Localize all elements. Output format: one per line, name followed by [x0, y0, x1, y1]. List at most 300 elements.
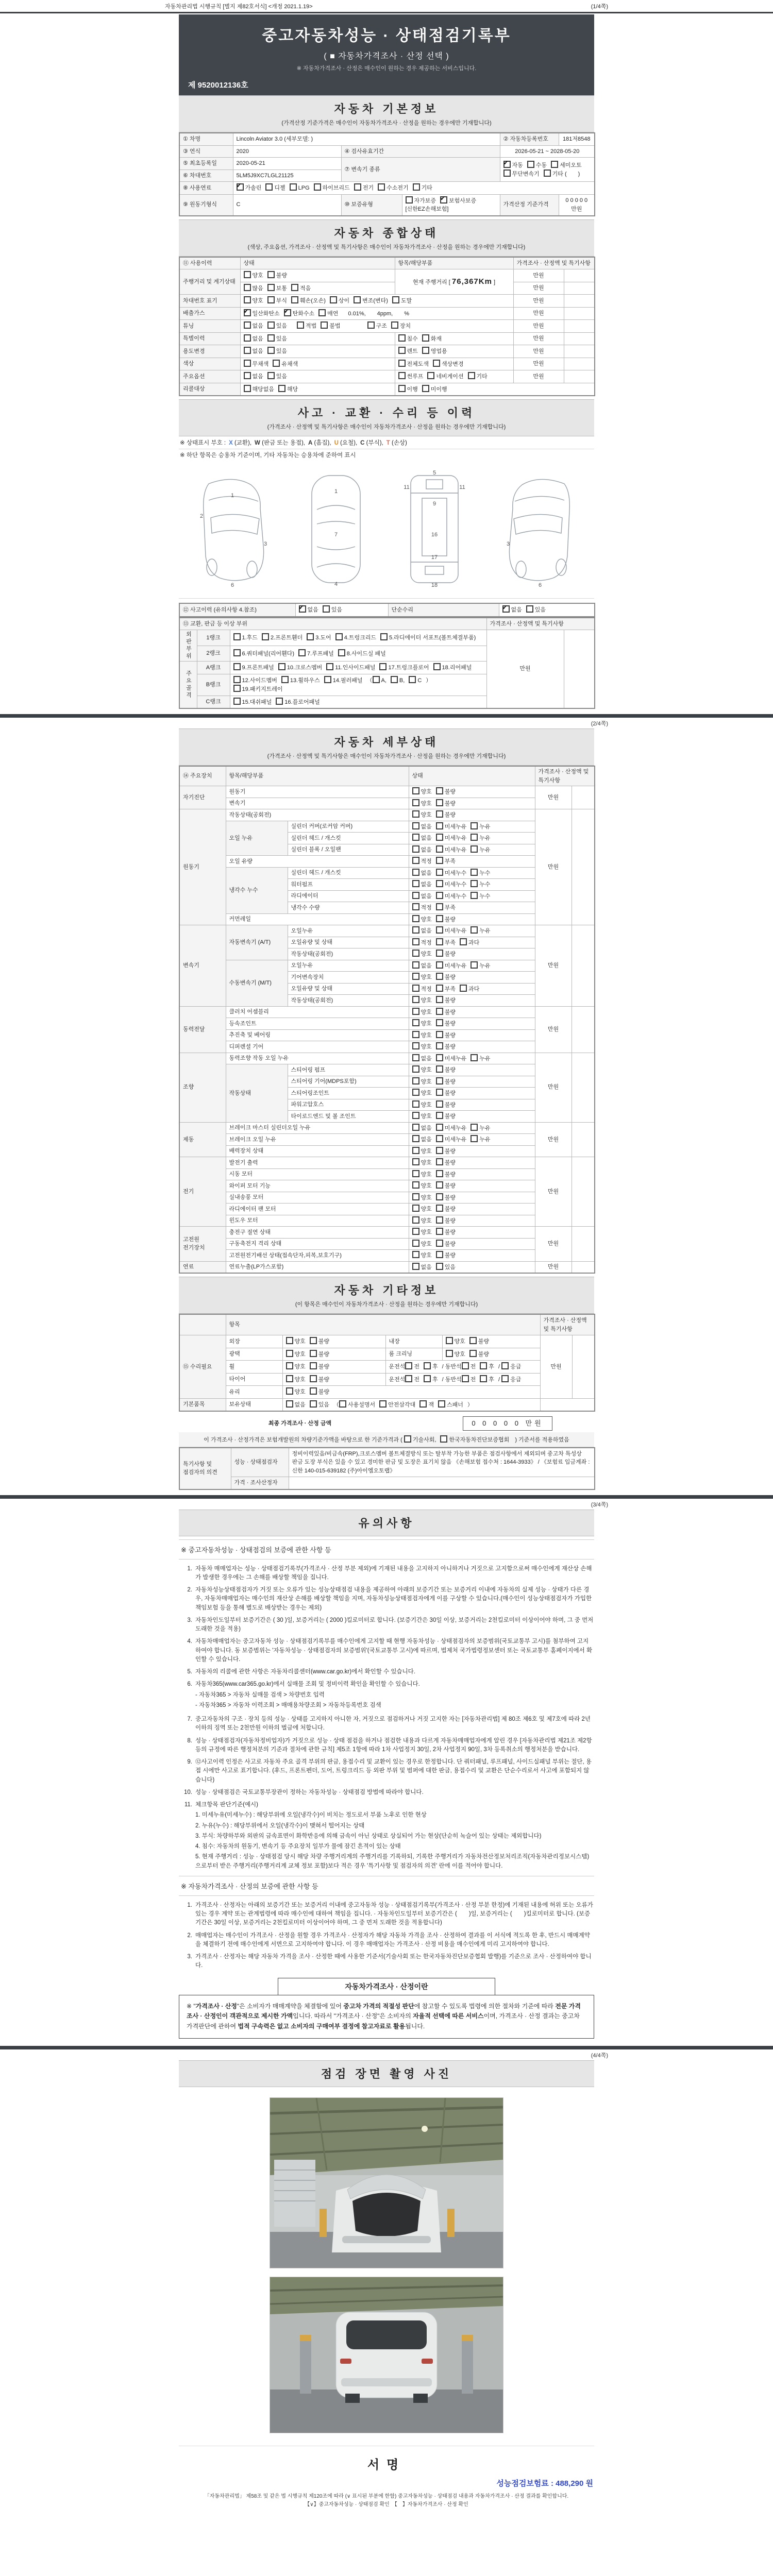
- checkbox-양호[interactable]: 양호: [412, 1193, 432, 1202]
- checkbox-스패너[interactable]: 스패너: [438, 1400, 463, 1410]
- car-diagram-top-view[interactable]: [297, 468, 375, 591]
- checkbox-양호[interactable]: 양호: [286, 1337, 306, 1346]
- checkbox-미세누유[interactable]: 미세누유: [436, 834, 467, 843]
- label-cell: 상태: [409, 766, 535, 786]
- checkbox-누유[interactable]: 누유: [470, 1124, 490, 1133]
- checkbox-유채색[interactable]: 유채색: [273, 360, 298, 369]
- checkbox-적정[interactable]: 적정: [412, 903, 432, 912]
- checkbox-없음[interactable]: 없음: [412, 822, 432, 832]
- checkbox-11.인사이드패널[interactable]: 11.인사이드패널: [326, 663, 375, 672]
- cell: 동력조향 작동 오일 누유: [226, 1053, 409, 1064]
- checkbox-누유[interactable]: 누유: [470, 1054, 490, 1063]
- checkbox-양호[interactable]: 양호: [412, 1008, 432, 1017]
- section-photos: [179, 2060, 594, 2446]
- checkbox-없음[interactable]: 없음: [244, 334, 263, 344]
- checkbox-불량[interactable]: 불량: [436, 1181, 456, 1191]
- checkbox-불량[interactable]: 불량: [436, 1216, 456, 1226]
- checkbox-누수[interactable]: 누수: [470, 869, 490, 878]
- cell: 커먼레일: [226, 913, 409, 925]
- checkbox-과다[interactable]: 과다: [460, 985, 479, 994]
- checkbox-양호[interactable]: 양호: [412, 1112, 432, 1121]
- checkbox-없음[interactable]: 없음: [244, 372, 263, 381]
- checkbox-없음[interactable]: 없음: [412, 926, 432, 936]
- cell: [409, 1111, 535, 1123]
- checkbox-미세누수[interactable]: 미세누수: [436, 880, 467, 889]
- cell: [442, 1348, 540, 1361]
- notice-title: 유의사항: [358, 1516, 415, 1530]
- checkbox-불량[interactable]: 불량: [469, 1350, 489, 1359]
- checkbox-A,[interactable]: A,: [373, 676, 386, 685]
- checkbox-과다[interactable]: 과다: [460, 938, 479, 947]
- checkbox-불량[interactable]: 불량: [310, 1387, 329, 1397]
- symbol-U: U: [334, 440, 339, 446]
- checkbox-없음[interactable]: 없음: [412, 845, 432, 855]
- checkbox-17.트렁크플로어[interactable]: 17.트렁크플로어: [379, 663, 429, 672]
- comprehensive-subtitle: (색상, 주요옵션, 가격조사 · 산정액 및 특기사항은 매수인이 자동차가격조사 · 산정을 원하는 경우에만 기재합니다): [247, 244, 526, 250]
- checkbox-양호[interactable]: 양호: [412, 1019, 432, 1028]
- checkbox-해당[interactable]: 해당: [278, 385, 298, 394]
- car-diagram-rear-quarter[interactable]: [495, 468, 585, 591]
- checkbox-양호[interactable]: 양호: [286, 1350, 306, 1359]
- checkbox-미세누수[interactable]: 미세누수: [436, 892, 467, 901]
- checkbox-전[interactable]: 전: [405, 1362, 419, 1371]
- checkbox-8.사이드실 패널[interactable]: 8.사이드실 패널: [338, 649, 386, 658]
- checkbox-있음[interactable]: 있음: [323, 605, 342, 615]
- checkbox-불량[interactable]: 불량: [436, 1031, 456, 1040]
- checkbox-네비게이션[interactable]: 네비게이션: [427, 372, 463, 381]
- checkbox-미세누수[interactable]: 미세누수: [436, 869, 467, 878]
- checkbox-없음[interactable]: 없음: [412, 1135, 432, 1144]
- checkbox-구조[interactable]: 구조: [367, 321, 387, 331]
- checkbox-6.쿼터패널(리어휀다)[interactable]: 6.쿼터패널(리어휀다): [233, 649, 295, 658]
- checkbox-양호[interactable]: 양호: [412, 1228, 432, 1237]
- checkbox-없음[interactable]: 없음: [412, 880, 432, 889]
- cell: 만원: [513, 358, 564, 370]
- checkbox-누수[interactable]: 누수: [470, 880, 490, 889]
- checkbox-누유[interactable]: 누유: [470, 834, 490, 843]
- checkbox-없음[interactable]: 없음: [244, 347, 263, 356]
- cell: 만원: [513, 320, 564, 333]
- checkbox-전[interactable]: 전: [405, 1375, 419, 1384]
- label-cell: 가격 · 조사산정자: [231, 1477, 289, 1489]
- checkbox-부식[interactable]: 부식: [267, 296, 287, 306]
- checkbox-기술사회,[interactable]: 기술사회,: [404, 1435, 436, 1444]
- checkbox-불량[interactable]: 불량: [310, 1375, 329, 1384]
- checkbox-응급[interactable]: 응급: [501, 1375, 521, 1384]
- checkbox-미세누유[interactable]: 미세누유: [436, 1054, 467, 1063]
- cell: [240, 320, 513, 333]
- checkbox-없음[interactable]: ✔ 없음: [502, 605, 522, 615]
- checkbox-13.휠하우스[interactable]: 13.휠하우스: [281, 676, 320, 685]
- checkbox-사용설명서[interactable]: 사용설명서: [339, 1400, 375, 1410]
- checkbox-불량[interactable]: 불량: [436, 787, 456, 796]
- misc-subtitle: (이 항목은 매수인이 자동차가격조사 · 산정을 원하는 경우에만 기재합니다): [295, 1301, 478, 1308]
- checkbox-14.필러패널[interactable]: 14.필러패널: [324, 676, 363, 685]
- checkbox-12.사이드멤버[interactable]: 12.사이드멤버: [233, 676, 277, 685]
- checkbox-디젤[interactable]: 디젤: [265, 183, 285, 193]
- checkbox-불량[interactable]: 불량: [436, 950, 456, 959]
- checkbox-훼손(오손)[interactable]: 훼손(오손): [291, 296, 326, 306]
- cell: 오일누유: [288, 960, 409, 972]
- cell: 만원: [513, 345, 564, 358]
- label-cell: ⑩ 보증유형: [341, 194, 402, 216]
- checkbox-적정[interactable]: 적정: [412, 857, 432, 866]
- checkbox-양호[interactable]: 양호: [412, 1158, 432, 1167]
- checkbox-없음[interactable]: 없음: [412, 961, 432, 971]
- checkbox-자가보증[interactable]: 자가보증: [406, 196, 436, 206]
- checkbox-한국자동차진단보증협회[interactable]: 한국자동차진단보증협회: [440, 1435, 509, 1444]
- checkbox-양호[interactable]: 양호: [412, 810, 432, 820]
- checkbox-후[interactable]: 후: [480, 1362, 494, 1371]
- checkbox-양호[interactable]: 양호: [412, 1100, 432, 1110]
- checkbox-양호[interactable]: 양호: [286, 1375, 306, 1384]
- checkbox-18.리어패널[interactable]: 18.리어패널: [433, 663, 472, 672]
- cell: 만원: [513, 307, 564, 320]
- svg-text:5: 5: [433, 470, 436, 476]
- checkbox-불량[interactable]: 불량: [436, 915, 456, 924]
- checkbox-불법[interactable]: 불법: [321, 321, 340, 331]
- cell: 정비이력있음/비금속(FRP),크로스멤버 볼트체결방식 또는 탈부착 가능한 부품은 점검사항에서 제외되며 중고차 특성상 판금 도장 부식은 있을 수 있고 경미한 판금 및 도장은 표기치 않음 《손해보험 접수처 : 1644-3933》 / 《보험료 입금계좌 : 신한 140-015-639182 (주)아이엠오토랩》: [289, 1448, 595, 1477]
- checkbox-미세누유[interactable]: 미세누유: [436, 845, 467, 855]
- cell: [409, 913, 535, 925]
- checkbox-이행[interactable]: 이행: [398, 385, 418, 394]
- checkbox-해당없음[interactable]: 해당없음: [244, 385, 275, 394]
- cell: 없음 있음 （ 사용설명서 안전삼각대 잭 스패너 ）: [282, 1398, 540, 1411]
- cell: [282, 1386, 540, 1399]
- notice-item: 8. 성능 · 상태점검자(자동차정비업자)가 거짓으로 성능 · 상태 점검을 하거나 점검한 내용과 다르게 자동차매매업자에게 알린 경우 [자동차관리법 제21조 제2항 등의 규정에 따른 행정처분의 기준과 절차에 관한 규칙] 제5조 1항에 따라 1차 사업정지 30일, 2차 사업정지 90일, 3차 등록취소의 행정처분을 받습니다.: [187, 1737, 592, 1753]
- checkbox-4.트렁크리드[interactable]: 4.트렁크리드: [335, 633, 376, 642]
- cell: [572, 1053, 595, 1122]
- checkbox-있음[interactable]: 있음: [436, 1263, 456, 1272]
- checkbox-불량[interactable]: 불량: [436, 1205, 456, 1214]
- checkbox-안전삼각대[interactable]: 안전삼각대: [379, 1400, 415, 1410]
- checkbox-불량[interactable]: 불량: [310, 1350, 329, 1359]
- checkbox-미세누유[interactable]: 미세누유: [436, 926, 467, 936]
- checkbox-전[interactable]: 전: [462, 1375, 476, 1384]
- cell: [409, 1134, 535, 1146]
- cell: 운전석 전 후 / 동반석 전 후 / 응급: [385, 1373, 540, 1386]
- checkbox-부족[interactable]: 부족: [436, 903, 456, 912]
- label-cell: ② 자동차등록번호: [500, 133, 559, 145]
- svg-text:3: 3: [264, 541, 267, 547]
- state-symbol-legend: ※ 상태표시 부호 : X (교환), W (판금 또는 용접), A (흠집), U (요철), C (부식), T (손상): [179, 436, 594, 449]
- checkbox-있음[interactable]: 있음: [267, 334, 287, 344]
- checkbox-일산화탄소[interactable]: ✔ 일산화탄소: [244, 309, 280, 318]
- checkbox-C[interactable]: C: [409, 676, 422, 685]
- checkbox-누유[interactable]: 누유: [470, 845, 490, 855]
- checkbox-미세누유[interactable]: 미세누유: [436, 1135, 467, 1144]
- checkbox-7.루프패널[interactable]: 7.루프패널: [298, 649, 334, 658]
- checkbox-매연[interactable]: 매연: [318, 309, 338, 318]
- checkbox-양호[interactable]: 양호: [412, 973, 432, 982]
- cell: [240, 358, 395, 370]
- checkbox-있음[interactable]: 있음: [267, 321, 287, 331]
- checkbox-불량[interactable]: 불량: [310, 1362, 329, 1371]
- checkbox-자동[interactable]: ✔자동: [503, 161, 523, 170]
- checkbox-적법[interactable]: 적법: [297, 321, 316, 331]
- cell: [409, 1041, 535, 1053]
- checkbox-양호[interactable]: 양호: [412, 1216, 432, 1226]
- cell: [409, 821, 535, 833]
- checkbox-영업용[interactable]: 영업용: [422, 347, 447, 356]
- checkbox-3.도어[interactable]: 3.도어: [307, 633, 331, 642]
- checkbox-있음[interactable]: 있음: [267, 347, 287, 356]
- checkbox-양호[interactable]: 양호: [412, 1181, 432, 1191]
- checkbox-부족[interactable]: 부족: [436, 985, 456, 994]
- checkbox-있음[interactable]: 있음: [526, 605, 546, 615]
- checkbox-양호[interactable]: 양호: [412, 1077, 432, 1087]
- checkbox-없음[interactable]: 없음: [412, 869, 432, 878]
- label-cell: ③ 연식: [179, 145, 233, 158]
- symbol-A: A: [308, 440, 313, 446]
- checkbox-불량[interactable]: 불량: [469, 1337, 489, 1346]
- label-cell: ① 차명: [179, 133, 233, 145]
- checkbox-19.패키지트레이[interactable]: 19.패키지트레이: [233, 685, 283, 694]
- checkbox-기타[interactable]: 기타: [413, 183, 432, 193]
- checkbox-부족[interactable]: 부족: [436, 857, 456, 866]
- checkbox-불량[interactable]: 불량: [436, 996, 456, 1005]
- comprehensive-state-table: [179, 257, 595, 397]
- checkbox-보통[interactable]: 보통: [267, 284, 287, 293]
- checkbox-많음[interactable]: 많음: [244, 284, 263, 293]
- notice-item: 2. 자동차성능상태점검자가 거짓 또는 오류가 있는 성능상태점검 내용을 제공하여 아래의 보증기간 또는 보증거리 이내에 자동차의 실제 성능 · 상태가 다른 경우, 자동차매매업자는 매수인의 재산상 손해를 배상할 책임을 지며, 자동차성능상태점검자에게 이를 구상할 수 있습니다.(매수인이 성능상태점검자가 가입한 책임보험 등을 통해 별도로 배상받는 경우는 제외): [187, 1587, 592, 1611]
- checkbox-변조(변타)[interactable]: 변조(변타): [354, 296, 388, 306]
- checkbox-응급[interactable]: 응급: [501, 1362, 521, 1371]
- checkbox-양호[interactable]: 양호: [412, 1251, 432, 1260]
- checkbox-없음[interactable]: 없음: [412, 892, 432, 901]
- checkbox-있음[interactable]: 있음: [267, 372, 287, 381]
- notice-item: 2. 매매업자는 매수인이 가격조사 · 산정을 원할 경우 가격조사 · 산정자가 해당 자동차 가격을 조사 · 산정하여 결과를 이 서식에 적도록 한 후, 반드시 매매계약을 체결하기 전에 매수인에게 서면으로 고지하여야 합니다. 이 경우 매매업자는 가격조사 · 산정 비용을 매수인에게 미리 고지하여야 합니다.: [187, 1932, 590, 1947]
- inspection-photo-1[interactable]: [270, 2097, 503, 2268]
- checkbox-불량[interactable]: 불량: [436, 973, 456, 982]
- cell: 2020-05-21: [233, 158, 341, 170]
- checkbox-B,[interactable]: B,: [391, 676, 405, 685]
- checkbox-미세누유[interactable]: 미세누유: [436, 822, 467, 832]
- cell: [564, 332, 595, 345]
- checkbox-세미오토[interactable]: 세미오토: [551, 161, 582, 170]
- checkbox-불량[interactable]: 불량: [436, 1042, 456, 1052]
- checkbox-화재[interactable]: 화재: [422, 334, 442, 344]
- checkbox-미세누유[interactable]: 미세누유: [436, 1124, 467, 1133]
- checkbox-누수[interactable]: 누수: [470, 892, 490, 901]
- checkbox-있음[interactable]: 있음: [310, 1400, 329, 1410]
- checkbox-가솔린[interactable]: ✔ 가솔린: [237, 183, 262, 193]
- checkbox-양호[interactable]: 양호: [244, 296, 263, 306]
- svg-text:11: 11: [459, 484, 465, 490]
- checkbox-미세누유[interactable]: 미세누유: [436, 961, 467, 971]
- checkbox-도말[interactable]: 도말: [392, 296, 412, 306]
- cell: [564, 282, 595, 295]
- checkbox-불량[interactable]: 불량: [436, 1240, 456, 1249]
- checkbox-없음[interactable]: 없음: [244, 321, 263, 331]
- inspection-photo-2[interactable]: [270, 2277, 503, 2433]
- checkbox-수소전기[interactable]: 수소전기: [378, 183, 409, 193]
- checkbox-불량[interactable]: 불량: [436, 1019, 456, 1028]
- checkbox-양호[interactable]: 양호: [412, 996, 432, 1005]
- checkbox-누유[interactable]: 누유: [470, 1135, 490, 1144]
- checkbox-불량[interactable]: 불량: [436, 1089, 456, 1098]
- checkbox-없음[interactable]: 없음: [412, 1054, 432, 1063]
- checkbox-수동[interactable]: 수동: [527, 161, 547, 170]
- label-cell: 조향: [179, 1053, 226, 1122]
- label-cell: 항목/해당부품: [395, 257, 513, 269]
- checkbox-없음[interactable]: 없음: [412, 834, 432, 843]
- checkbox-양호[interactable]: 양호: [412, 1240, 432, 1249]
- checkbox-전기[interactable]: 전기: [354, 183, 374, 193]
- document-subtitle: ( ■ 자동차가격조사 · 산정 선택 ): [324, 52, 449, 61]
- cell: 외장: [226, 1335, 282, 1348]
- checkbox-16.플로어패널[interactable]: 16.플로어패널: [276, 698, 320, 707]
- checkbox-상이[interactable]: 상이: [330, 296, 349, 306]
- car-diagram-underbody[interactable]: [393, 468, 476, 591]
- checkbox-1.후드[interactable]: 1.후드: [233, 633, 258, 642]
- checkbox-적음[interactable]: 적음: [291, 284, 311, 293]
- checkbox-전체도색[interactable]: 전체도색: [398, 360, 429, 369]
- cell: 등속조인트: [226, 1018, 409, 1030]
- cell: [395, 358, 513, 370]
- checkbox-렌트[interactable]: 렌트: [398, 347, 418, 356]
- cell: [409, 1064, 535, 1076]
- checkbox-썬루프[interactable]: 썬루프: [398, 372, 424, 381]
- checkbox-불량[interactable]: 불량: [267, 271, 287, 280]
- checkbox-불량[interactable]: 불량: [436, 810, 456, 820]
- checkbox-후[interactable]: 후: [424, 1375, 438, 1384]
- checkbox-양호[interactable]: 양호: [286, 1387, 306, 1397]
- cell: [409, 867, 535, 879]
- cell: [409, 1250, 535, 1262]
- car-diagram-front-quarter[interactable]: [188, 468, 278, 591]
- checkbox-없음[interactable]: 없음: [412, 1124, 432, 1133]
- checkbox-적정[interactable]: 적정: [412, 938, 432, 947]
- section-comprehensive-state: [179, 216, 594, 397]
- cell: 오일유량 및 상태: [288, 983, 409, 995]
- checkbox-양호[interactable]: 양호: [412, 1147, 432, 1156]
- checkbox-없음[interactable]: ✔ 없음: [299, 605, 318, 615]
- checkbox-불량[interactable]: 불량: [436, 1112, 456, 1121]
- checkbox-색상변경[interactable]: 색상변경: [433, 360, 464, 369]
- cell: 윈도우 모터: [226, 1215, 409, 1227]
- cell: 내장: [385, 1335, 442, 1348]
- checkbox-양호[interactable]: 양호: [412, 915, 432, 924]
- checkbox-양호[interactable]: 양호: [412, 1065, 432, 1075]
- checkbox-없음[interactable]: 없음: [286, 1400, 306, 1410]
- checkbox-불량[interactable]: 불량: [436, 1251, 456, 1260]
- checkbox-기타[interactable]: 기타: [468, 372, 488, 381]
- checkbox-양호[interactable]: 양호: [412, 1042, 432, 1052]
- cell: 0 0 0 0 0 만원: [559, 194, 595, 216]
- checkbox-불량[interactable]: 불량: [436, 1193, 456, 1202]
- checkbox-누유[interactable]: 누유: [470, 822, 490, 832]
- cell: 만원: [513, 282, 564, 295]
- svg-text:3: 3: [506, 541, 510, 547]
- checkbox-양호[interactable]: 양호: [412, 1089, 432, 1098]
- cell: [499, 603, 595, 617]
- checkbox-불량[interactable]: 불량: [436, 1170, 456, 1179]
- page-marker-1: (1/4쪽): [591, 4, 608, 10]
- checkbox-없음[interactable]: 없음: [412, 1263, 432, 1272]
- label-cell: 특기사항 및 점검자의 의견: [179, 1448, 231, 1489]
- cell: 시동 모터: [226, 1168, 409, 1180]
- label-cell: 주요옵션: [179, 370, 240, 383]
- checkbox-누유[interactable]: 누유: [470, 926, 490, 936]
- checkbox-9.프론트패널[interactable]: 9.프론트패널: [233, 663, 274, 672]
- cell: [409, 1099, 535, 1111]
- cell: C: [233, 194, 341, 216]
- misc-title: 자동차 기타정보: [334, 1284, 439, 1297]
- cell: 만원: [535, 786, 572, 809]
- checkbox-장치[interactable]: 장치: [391, 321, 411, 331]
- checkbox-불량[interactable]: 불량: [436, 1100, 456, 1110]
- checkbox-불량[interactable]: 불량: [436, 1008, 456, 1017]
- checkbox-불량[interactable]: 불량: [310, 1337, 329, 1346]
- checkbox-양호[interactable]: 양호: [244, 271, 263, 280]
- checkbox-불량[interactable]: 불량: [436, 1065, 456, 1075]
- checkbox-양호[interactable]: 양호: [412, 1170, 432, 1179]
- checkbox-불량[interactable]: 불량: [436, 1147, 456, 1156]
- checkbox-양호[interactable]: 양호: [412, 1205, 432, 1214]
- checkbox-부족[interactable]: 부족: [436, 938, 456, 947]
- checkbox-LPG[interactable]: LPG: [290, 183, 310, 193]
- cell: [564, 295, 595, 308]
- comprehensive-title: 자동차 종합상태: [334, 226, 439, 240]
- checkbox-잭[interactable]: 잭: [419, 1400, 434, 1410]
- checkbox-양호[interactable]: 양호: [412, 799, 432, 808]
- cell: 원동기: [226, 786, 409, 798]
- checkbox-탄화수소[interactable]: ✔ 탄화수소: [284, 309, 315, 318]
- checkbox-무단변속기[interactable]: 무단변속기: [503, 170, 540, 179]
- checkbox-양호[interactable]: 양호: [446, 1337, 465, 1346]
- checkbox-하이브리드[interactable]: 하이브리드: [314, 183, 350, 193]
- cell: 변속기: [226, 798, 409, 809]
- checkbox-10.크로스멤버[interactable]: 10.크로스멤버: [278, 663, 322, 672]
- cell: 작동상태(공회전): [288, 948, 409, 960]
- label-cell: ⑤ 최초등록일: [179, 158, 233, 170]
- checkbox-미이행[interactable]: 미이행: [422, 385, 447, 394]
- checkbox-적정[interactable]: 적정: [412, 985, 432, 994]
- cell: [409, 1029, 535, 1041]
- checkbox-후[interactable]: 후: [424, 1362, 438, 1371]
- checkbox-후[interactable]: 후: [480, 1375, 494, 1384]
- cell: [540, 1398, 595, 1411]
- checkbox-15.대쉬패널[interactable]: 15.대쉬패널: [233, 698, 272, 707]
- checkbox-양호[interactable]: 양호: [286, 1362, 306, 1371]
- checkbox-양호[interactable]: 양호: [412, 950, 432, 959]
- checkbox-양호[interactable]: 양호: [412, 1031, 432, 1040]
- checkbox-침수[interactable]: 침수: [398, 334, 418, 344]
- checkbox-불량[interactable]: 불량: [436, 1077, 456, 1087]
- checkbox-2.프론트휀더[interactable]: 2.프론트휀더: [262, 633, 303, 642]
- checkbox-5.라디에이터 서포트(볼트체결부품)[interactable]: 5.라디에이터 서포트(볼트체결부품): [380, 633, 476, 642]
- checkbox-불량[interactable]: 불량: [436, 1228, 456, 1237]
- section-misc-info: [179, 1274, 594, 1432]
- checkbox-전[interactable]: 전: [462, 1362, 476, 1371]
- checkbox-불량[interactable]: 불량: [436, 1158, 456, 1167]
- checkbox-무채색[interactable]: 무채색: [244, 360, 269, 369]
- checkbox-양호[interactable]: 양호: [446, 1350, 465, 1359]
- valuation-definition-box-title: 자동차가격조사 · 산정이란: [278, 1978, 495, 1995]
- cell: [240, 282, 395, 295]
- checkbox-양호[interactable]: 양호: [412, 787, 432, 796]
- cell: 만원: [513, 332, 564, 345]
- checkbox-보험사보증[interactable]: ✔ 보험사보증: [440, 196, 476, 206]
- label-cell: B랭크: [197, 674, 230, 696]
- cell: 브레이크 마스터 실린더오일 누유: [226, 1122, 409, 1134]
- checkbox-누유[interactable]: 누유: [470, 961, 490, 971]
- label-cell: 2랭크: [197, 646, 230, 662]
- cell: 타이로드엔드 및 볼 조인트: [288, 1111, 409, 1123]
- checkbox-기타 ( )[interactable]: 기타 ( ): [544, 170, 580, 179]
- checkbox-불량[interactable]: 불량: [436, 799, 456, 808]
